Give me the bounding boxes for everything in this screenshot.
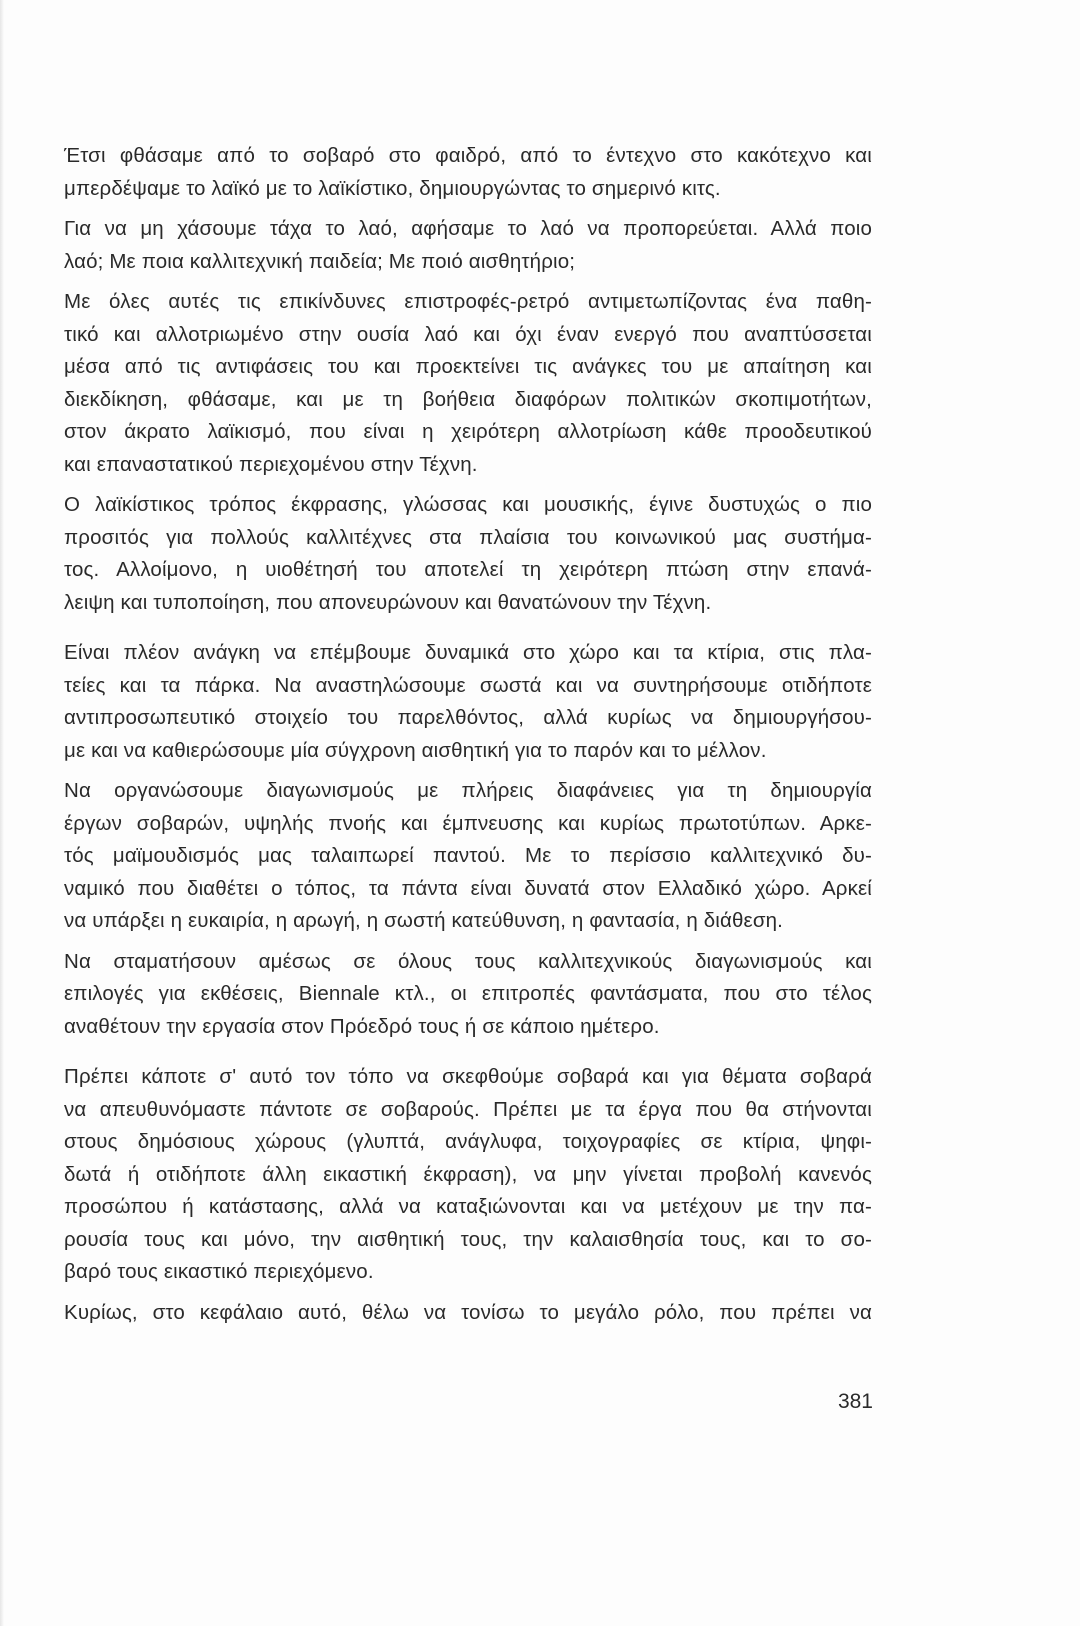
text-line: ρουσία τους και μόνο, την αισθητική τους, την καλαισθησία τους, και το σο-	[64, 1227, 872, 1251]
text-line: μέσα από τις αντιφάσεις του και προεκτείνει τις ανάγκες του με απαίτηση και	[64, 355, 872, 378]
text-line: έργων σοβαρών, υψηλής πνοής και έμπνευσης και κυρίως πρωτοτύπων. Αρκε-	[64, 811, 872, 835]
text-line: προσιτός για πολλούς καλλιτέχνες στα πλαίσια του κοινωνικού μας συστήμα-	[64, 525, 872, 549]
text-line: λαό; Με ποια καλλιτεχνική παιδεία; Με ποιό αισθητήριο;	[64, 249, 576, 273]
text-line: Πρέπει κάποτε σ' αυτό τον τόπο να σκεφθούμε σοβαρά και για θέματα σοβαρά	[64, 1065, 872, 1088]
text-line: μπερδέψαμε το λαϊκό με το λαϊκίστικο, δημιουργώντας το σημερινό κιτς.	[64, 176, 721, 200]
text-line: και επαναστατικού περιεχομένου στην Τέχνη.	[64, 452, 478, 476]
paragraph-6	[64, 775, 872, 938]
paragraph-2	[64, 213, 872, 278]
paragraph-4	[64, 489, 872, 619]
text-line: αντιπροσωπευτικό στοιχείο του παρελθόντος, αλλά κυρίως να δημιουργήσου-	[64, 706, 872, 729]
text-line: να υπάρξει η ευκαιρία, η αρωγή, η σωστή κατεύθυνση, η φαντασία, η διάθεση.	[64, 909, 784, 932]
text-line: με και να καθιερώσουμε μία σύγχρονη αισθητική για το παρόν και το μέλλον.	[64, 738, 767, 762]
body-text	[64, 140, 872, 1339]
paragraph-5	[64, 637, 872, 767]
paragraph-9	[64, 1297, 872, 1330]
text-line: Με όλες αυτές τις επικίνδυνες επιστροφές-ρετρό αντιμετωπίζοντας ένα παθη-	[64, 290, 872, 313]
text-line: δωτά ή οτιδήποτε άλλη εικαστική έκφραση), να μην γίνεται προβολή κανενός	[64, 1162, 872, 1186]
text-line: βαρό τους εικαστικό περιεχόμενο.	[64, 1260, 374, 1283]
text-line: επιλογές για εκθέσεις, Biennale κτλ., οι επιτροπές φαντάσματα, που στο τέλος	[64, 982, 872, 1005]
text-line: στον άκρατο λαϊκισμό, που είναι η χειρότερη αλλοτρίωση κάθε προοδευτικού	[64, 420, 872, 443]
text-line: να απευθυνόμαστε πάντοτε σε σοβαρούς. Πρέπει με τα έργα που θα στήνονται	[64, 1097, 872, 1121]
text-line: λειψη και τυποποίηση, που απονευρώνουν και θανατώνουν την Τέχνη.	[64, 590, 712, 614]
text-line: διεκδίκηση, φθάσαμε, και με τη βοήθεια διαφόρων πολιτικών σκοπιμοτήτων,	[64, 387, 872, 411]
text-line: τός μαϊμουδισμός μας ταλαιπωρεί παντού. Με το περίσσιο καλλιτεχνικό δυ-	[64, 844, 872, 867]
paragraph-8	[64, 1061, 872, 1289]
text-line: Κυρίως, στο κεφάλαιο αυτό, θέλω να τονίσω το μεγάλο ρόλο, που πρέπει να	[64, 1300, 872, 1324]
paragraph-1	[64, 140, 872, 205]
text-line: ναμικό που διαθέτει ο τόπος, τα πάντα είναι δυνατά στον Ελλαδικό χώρο. Αρκεί	[64, 876, 872, 900]
text-line: Να οργανώσουμε διαγωνισμούς με πλήρεις διαφάνειες για τη δημιουργία	[64, 779, 872, 802]
paragraph-3	[64, 286, 872, 481]
page-number: 381	[837, 1390, 873, 1413]
text-line: τείες και τα πάρκα. Να αναστηλώσουμε σωστά και να συντηρήσουμε οτιδήποτε	[64, 673, 872, 697]
text-line: Να σταματήσουν αμέσως σε όλους τους καλλιτεχνικούς διαγωνισμούς και	[64, 949, 872, 973]
text-line: προσώπου ή κατάστασης, αλλά να καταξιώνονται και να μετέχουν με την πα-	[64, 1195, 872, 1218]
text-line: Για να μη χάσουμε τάχα το λαό, αφήσαμε το λαό να προπορεύεται. Αλλά ποιο	[64, 217, 872, 240]
text-line: Ο λαϊκίστικος τρόπος έκφρασης, γλώσσας και μουσικής, έγινε δυστυχώς ο πιο	[64, 493, 872, 516]
text-line: τικό και αλλοτριωμένο στην ουσία λαό και όχι έναν ενεργό που αναπτύσσεται	[64, 322, 872, 346]
text-line: στους δημόσιους χώρους (γλυπτά, ανάγλυφα, τοιχογραφίες σε κτίρια, ψηφι-	[64, 1130, 872, 1153]
page-edge-shadow	[0, 0, 4, 1626]
paragraph-7	[64, 946, 872, 1044]
text-line: αναθέτουν την εργασία στον Πρόεδρό τους ή σε κάποιο ημέτερο.	[64, 1014, 660, 1038]
text-line: τος. Αλλοίμονο, η υιοθέτησή του αποτελεί τη χειρότερη πτώση στην επανά-	[64, 558, 872, 581]
text-line: Είναι πλέον ανάγκη να επέμβουμε δυναμικά στο χώρο και τα κτίρια, στις πλα-	[64, 641, 872, 664]
text-line: Έτσι φθάσαμε από το σοβαρό στο φαιδρό, από το έντεχνο στο κακότεχνο και	[64, 144, 872, 167]
